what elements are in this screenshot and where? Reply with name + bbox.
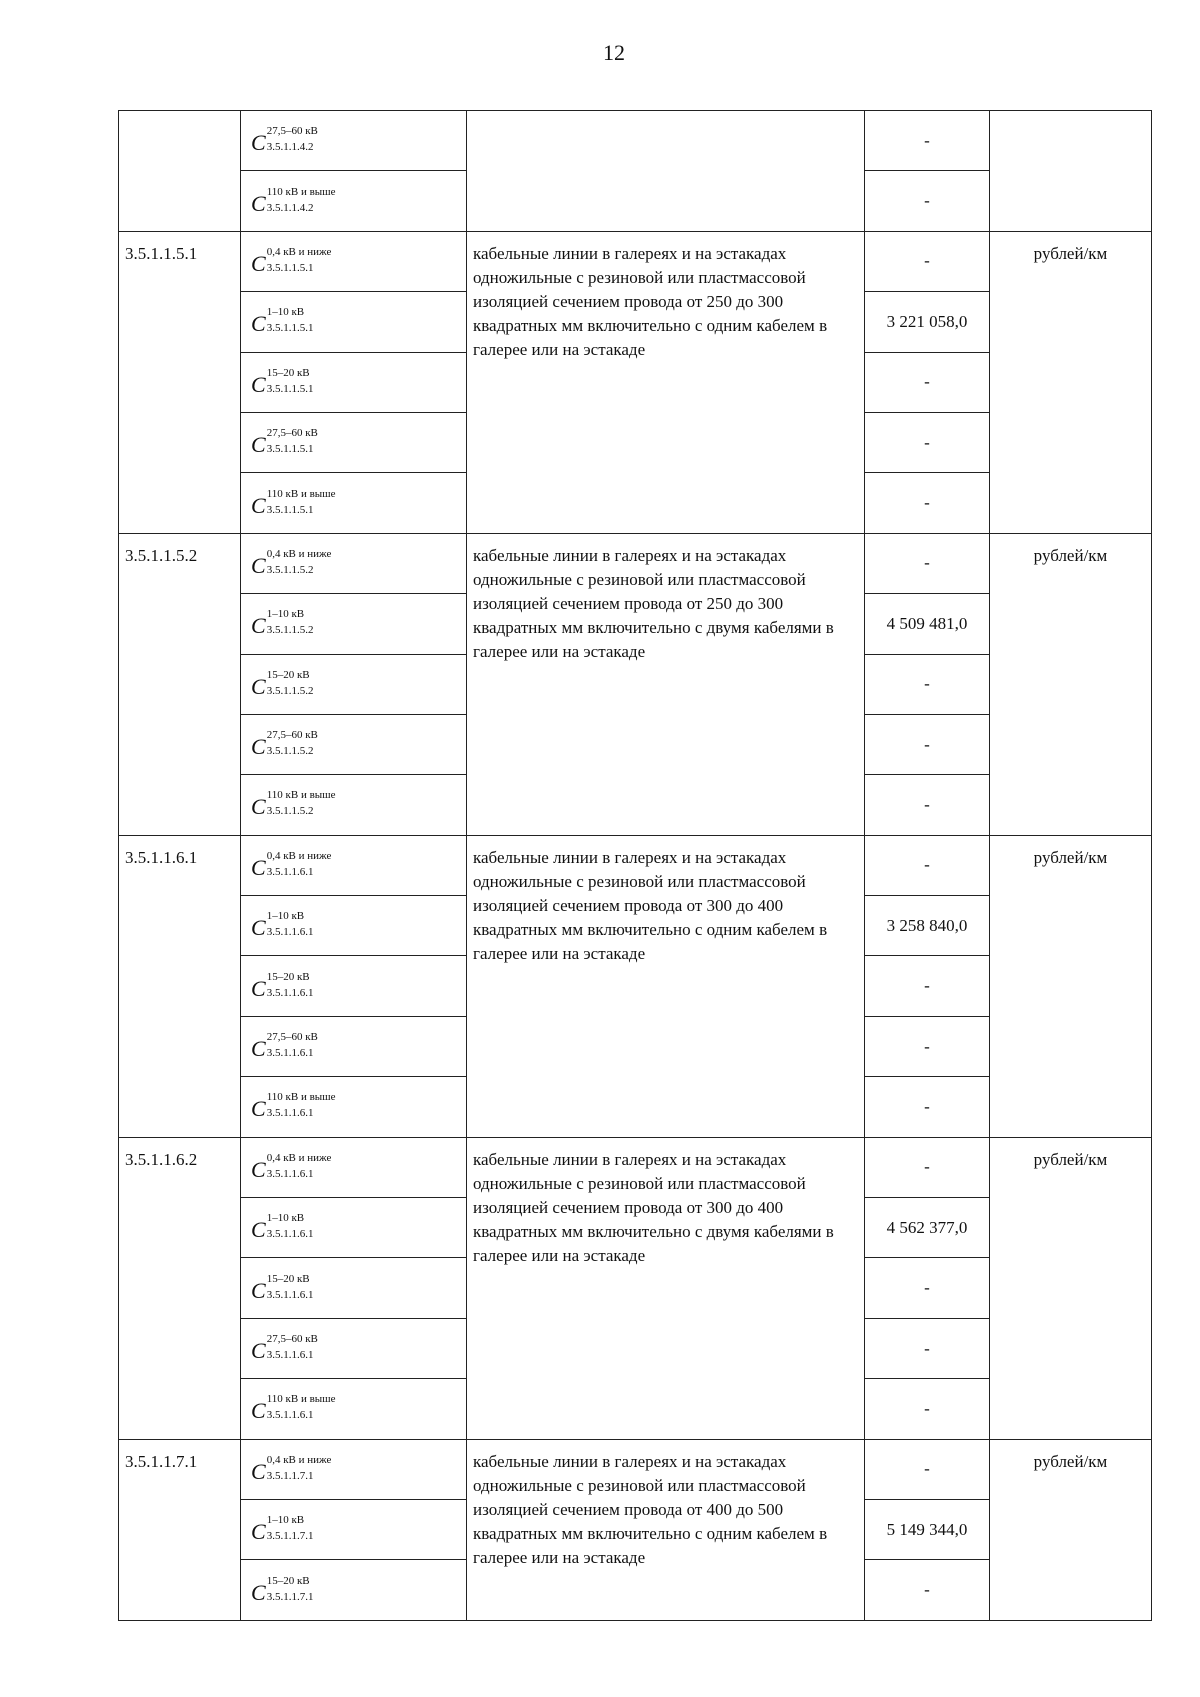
- item-description: кабельные линии в галереях и на эстакадах одножильные с резиновой или пластмассовой изоляцией сечением провода от 250 до 300 квадратных мм включительно с двумя кабелями в галерее или на эстакаде: [467, 533, 865, 835]
- voltage-superscript: 15–20 кВ: [266, 1574, 310, 1587]
- rate-value: 4 509 481,0: [865, 594, 990, 654]
- rate-symbol-scripts: [267, 187, 336, 214]
- rate-symbol: [251, 1032, 318, 1060]
- voltage-superscript: 110 кВ и выше: [266, 1393, 336, 1406]
- rate-symbol: [251, 790, 336, 818]
- rate-symbol: [251, 368, 313, 396]
- rate-symbol-scripts: [267, 428, 318, 455]
- rate-symbol: [251, 1092, 336, 1120]
- rate-symbol: [251, 911, 313, 939]
- rate-symbol: [251, 851, 331, 879]
- rate-symbol-base: C: [251, 190, 266, 216]
- rate-symbol-cell: [241, 835, 467, 895]
- rate-symbol-base: C: [251, 371, 266, 397]
- rate-value: -: [865, 352, 990, 412]
- rate-symbol-cell: [241, 775, 467, 835]
- rate-symbol-cell: [241, 473, 467, 533]
- rate-symbol-base: C: [251, 1398, 266, 1424]
- item-code-cell: [119, 111, 241, 232]
- voltage-superscript: 0,4 кВ и ниже: [266, 547, 332, 560]
- rate-symbol-cell: [241, 292, 467, 352]
- voltage-superscript: 1–10 кВ: [266, 1514, 305, 1527]
- rate-value: 3 258 840,0: [865, 896, 990, 956]
- code-subscript: 3.5.1.1.5.2: [266, 805, 314, 818]
- rate-value: -: [865, 533, 990, 593]
- code-subscript: 3.5.1.1.5.1: [266, 443, 314, 456]
- rate-value: -: [865, 956, 990, 1016]
- rate-symbol-base: C: [251, 613, 266, 639]
- voltage-superscript: 0,4 кВ и ниже: [266, 1151, 332, 1164]
- rate-symbol-cell: [241, 171, 467, 231]
- rate-symbol-base: C: [251, 1519, 266, 1545]
- item-unit: рублей/км: [990, 533, 1152, 835]
- rate-symbol-base: C: [251, 1579, 266, 1605]
- rate-symbol-scripts: [267, 1515, 314, 1542]
- table-row: [119, 231, 1152, 291]
- rate-value: -: [865, 714, 990, 774]
- rate-value: 4 562 377,0: [865, 1198, 990, 1258]
- item-code: 3.5.1.1.5.2: [119, 533, 241, 835]
- table-row: [119, 111, 1152, 171]
- rate-symbol: [251, 609, 313, 637]
- rate-value: -: [865, 1077, 990, 1137]
- item-unit: рублей/км: [990, 1137, 1152, 1439]
- code-subscript: 3.5.1.1.5.2: [266, 563, 314, 576]
- rate-symbol: [251, 1576, 313, 1604]
- rate-symbol-cell: [241, 1016, 467, 1076]
- voltage-superscript: 27,5–60 кВ: [266, 427, 318, 440]
- rate-symbol-cell: [241, 594, 467, 654]
- rate-symbol-scripts: [267, 730, 318, 757]
- rate-symbol-cell: [241, 352, 467, 412]
- table-row: [119, 1137, 1152, 1197]
- rate-symbol-scripts: [267, 1455, 332, 1482]
- voltage-superscript: 27,5–60 кВ: [266, 1333, 318, 1345]
- rate-symbol-base: C: [251, 734, 266, 760]
- rate-symbol-scripts: [267, 1274, 314, 1301]
- rate-symbol-cell: [241, 231, 467, 291]
- rate-symbol-cell: [241, 412, 467, 472]
- rate-symbol-base: C: [251, 552, 266, 578]
- item-code: 3.5.1.1.7.1: [119, 1439, 241, 1620]
- rate-symbol-scripts: [267, 1153, 332, 1180]
- item-unit: рублей/км: [990, 835, 1152, 1137]
- rate-symbol: [251, 489, 336, 517]
- rate-symbol-scripts: [267, 1576, 314, 1603]
- rate-symbol-scripts: [267, 972, 314, 999]
- code-subscript: 3.5.1.1.6.1: [266, 1167, 314, 1180]
- rate-symbol: [251, 1274, 313, 1302]
- rate-symbol: [251, 247, 331, 275]
- voltage-superscript: 15–20 кВ: [266, 970, 310, 983]
- rate-symbol-base: C: [251, 1156, 266, 1182]
- voltage-superscript: 1–10 кВ: [266, 1212, 305, 1225]
- code-subscript: 3.5.1.1.5.2: [266, 684, 314, 697]
- code-subscript: 3.5.1.1.6.1: [266, 986, 314, 999]
- rate-value: -: [865, 171, 990, 231]
- rate-symbol-cell: [241, 1198, 467, 1258]
- code-subscript: 3.5.1.1.6.1: [266, 1409, 314, 1422]
- rate-value: -: [865, 835, 990, 895]
- code-subscript: 3.5.1.1.6.1: [266, 1288, 314, 1301]
- rate-symbol-cell: [241, 1077, 467, 1137]
- rate-symbol-scripts: [267, 307, 314, 334]
- rate-value: -: [865, 775, 990, 835]
- rate-value: -: [865, 1560, 990, 1620]
- rate-symbol-base: C: [251, 854, 266, 880]
- rate-symbol: [251, 1334, 318, 1362]
- tariff-table: [118, 110, 1152, 1621]
- rate-symbol-scripts: [267, 670, 314, 697]
- rate-symbol-scripts: [267, 247, 332, 274]
- rate-symbol-scripts: [267, 851, 332, 878]
- item-unit: рублей/км: [990, 1439, 1152, 1620]
- table-row: [119, 1439, 1152, 1499]
- rate-symbol-base: C: [251, 915, 266, 941]
- code-subscript: 3.5.1.1.6.1: [266, 926, 314, 939]
- rate-symbol-cell: [241, 714, 467, 774]
- voltage-superscript: 27,5–60 кВ: [266, 729, 318, 742]
- item-description: кабельные линии в галереях и на эстакадах одножильные с резиновой или пластмассовой изоляцией сечением провода от 300 до 400 квадратных мм включительно с двумя кабелями в галерее или на эстакаде: [467, 1137, 865, 1439]
- voltage-superscript: 15–20 кВ: [266, 668, 310, 681]
- rate-value: 3 221 058,0: [865, 292, 990, 352]
- voltage-superscript: 0,4 кВ и ниже: [266, 1453, 332, 1466]
- rate-symbol-cell: [241, 956, 467, 1016]
- code-subscript: 3.5.1.1.6.1: [266, 865, 314, 878]
- rate-value: -: [865, 1016, 990, 1076]
- rate-value: -: [865, 1379, 990, 1439]
- rate-value: -: [865, 1439, 990, 1499]
- rate-value: -: [865, 654, 990, 714]
- rate-symbol-scripts: [267, 1092, 336, 1119]
- rate-symbol-base: C: [251, 1338, 266, 1363]
- rate-value: 5 149 344,0: [865, 1499, 990, 1559]
- rate-symbol-cell: [241, 654, 467, 714]
- voltage-superscript: 110 кВ и выше: [266, 185, 336, 198]
- rate-value: -: [865, 412, 990, 472]
- item-code: 3.5.1.1.5.1: [119, 231, 241, 533]
- voltage-superscript: 27,5–60 кВ: [266, 1031, 318, 1044]
- item-code: 3.5.1.1.6.1: [119, 835, 241, 1137]
- item-unit: рублей/км: [990, 231, 1152, 533]
- rate-symbol-base: C: [251, 975, 266, 1001]
- voltage-superscript: 0,4 кВ и ниже: [266, 245, 332, 258]
- rate-symbol: [251, 307, 313, 335]
- voltage-superscript: 110 кВ и выше: [266, 789, 336, 802]
- code-subscript: 3.5.1.1.5.2: [266, 745, 314, 758]
- code-subscript: 3.5.1.1.7.1: [266, 1469, 314, 1482]
- rate-symbol-base: C: [251, 673, 266, 699]
- code-subscript: 3.5.1.1.7.1: [266, 1530, 314, 1543]
- rate-symbol-base: C: [251, 1458, 266, 1484]
- rate-symbol: [251, 1455, 331, 1483]
- code-subscript: 3.5.1.1.5.1: [266, 322, 314, 335]
- rate-symbol-base: C: [251, 130, 266, 156]
- rate-symbol-scripts: [267, 1394, 336, 1421]
- rate-symbol-scripts: [267, 489, 336, 516]
- page-number: 12: [603, 40, 625, 65]
- rate-symbol-scripts: [267, 368, 314, 395]
- item-description: кабельные линии в галереях и на эстакадах одножильные с резиновой или пластмассовой изоляцией сечением провода от 250 до 300 квадратных мм включительно с одним кабелем в галерее или на эстакаде: [467, 231, 865, 533]
- table-row: [119, 835, 1152, 895]
- item-description: кабельные линии в галереях и на эстакадах одножильные с резиновой или пластмассовой изоляцией сечением провода от 300 до 400 квадратных мм включительно с одним кабелем в галерее или на эстакаде: [467, 835, 865, 1137]
- tariff-table-body: [119, 111, 1152, 1621]
- item-description-cell: [467, 111, 865, 232]
- rate-symbol: [251, 126, 318, 154]
- item-description: кабельные линии в галереях и на эстакадах одножильные с резиновой или пластмассовой изоляцией сечением провода от 400 до 500 квадратных мм включительно с одним кабелем в галерее или на эстакаде: [467, 1439, 865, 1620]
- voltage-superscript: 1–10 кВ: [266, 910, 305, 923]
- item-code: 3.5.1.1.6.2: [119, 1137, 241, 1439]
- rate-symbol-cell: [241, 111, 467, 171]
- unit-cell: [990, 111, 1152, 232]
- rate-symbol-scripts: [267, 549, 332, 576]
- rate-symbol: [251, 1213, 313, 1241]
- rate-symbol-cell: [241, 1137, 467, 1197]
- rate-symbol-cell: [241, 1560, 467, 1620]
- rate-symbol-cell: [241, 533, 467, 593]
- rate-symbol-cell: [241, 896, 467, 956]
- rate-symbol-cell: [241, 1258, 467, 1318]
- code-subscript: 3.5.1.1.6.1: [266, 1107, 314, 1120]
- voltage-superscript: 0,4 кВ и ниже: [266, 849, 332, 862]
- rate-symbol-base: C: [251, 250, 266, 276]
- code-subscript: 3.5.1.1.7.1: [266, 1590, 314, 1603]
- voltage-superscript: 110 кВ и выше: [266, 487, 336, 500]
- rate-value: -: [865, 231, 990, 291]
- code-subscript: 3.5.1.1.5.1: [266, 261, 314, 274]
- rate-symbol-base: C: [251, 492, 266, 518]
- rate-symbol-scripts: [267, 609, 314, 636]
- rate-symbol-base: C: [251, 794, 266, 820]
- code-subscript: 3.5.1.1.6.1: [266, 1047, 314, 1060]
- rate-symbol-cell: [241, 1379, 467, 1439]
- voltage-superscript: 15–20 кВ: [266, 366, 310, 379]
- voltage-superscript: 1–10 кВ: [266, 608, 305, 621]
- rate-value: -: [865, 1137, 990, 1197]
- rate-symbol-scripts: [267, 1032, 318, 1059]
- code-subscript: 3.5.1.1.6.1: [266, 1228, 314, 1241]
- rate-symbol: [251, 972, 313, 1000]
- rate-symbol-cell: [241, 1318, 467, 1378]
- rate-symbol-base: C: [251, 1217, 266, 1243]
- rate-symbol: [251, 1153, 331, 1181]
- rate-symbol-base: C: [251, 311, 266, 337]
- code-subscript: 3.5.1.1.4.2: [266, 141, 314, 154]
- rate-symbol-scripts: [267, 790, 336, 817]
- rate-symbol: [251, 1394, 336, 1422]
- rate-symbol-cell: [241, 1499, 467, 1559]
- rate-symbol-base: C: [251, 1096, 266, 1122]
- rate-symbol: [251, 549, 331, 577]
- rate-value: -: [865, 1318, 990, 1378]
- rate-value: -: [865, 111, 990, 171]
- rate-value: -: [865, 473, 990, 533]
- rate-symbol-scripts: [267, 126, 318, 153]
- rate-symbol-base: C: [251, 1036, 266, 1062]
- rate-symbol: [251, 428, 318, 456]
- voltage-superscript: 1–10 кВ: [266, 306, 305, 319]
- voltage-superscript: 15–20 кВ: [266, 1272, 310, 1285]
- code-subscript: 3.5.1.1.6.1: [266, 1349, 314, 1361]
- rate-symbol: [251, 730, 318, 758]
- code-subscript: 3.5.1.1.5.1: [266, 382, 314, 395]
- rate-value: -: [865, 1258, 990, 1318]
- code-subscript: 3.5.1.1.4.2: [266, 201, 314, 214]
- rate-symbol-base: C: [251, 1277, 266, 1303]
- rate-symbol: [251, 187, 336, 215]
- voltage-superscript: 27,5–60 кВ: [266, 125, 318, 138]
- table-row: [119, 533, 1152, 593]
- rate-symbol-scripts: [267, 1213, 314, 1240]
- rate-symbol: [251, 1515, 313, 1543]
- code-subscript: 3.5.1.1.5.1: [266, 503, 314, 516]
- voltage-superscript: 110 кВ и выше: [266, 1091, 336, 1104]
- rate-symbol-cell: [241, 1439, 467, 1499]
- rate-symbol: [251, 670, 313, 698]
- rate-symbol-scripts: [267, 1334, 318, 1361]
- rate-symbol-base: C: [251, 432, 266, 458]
- rate-symbol-scripts: [267, 911, 314, 938]
- code-subscript: 3.5.1.1.5.2: [266, 624, 314, 637]
